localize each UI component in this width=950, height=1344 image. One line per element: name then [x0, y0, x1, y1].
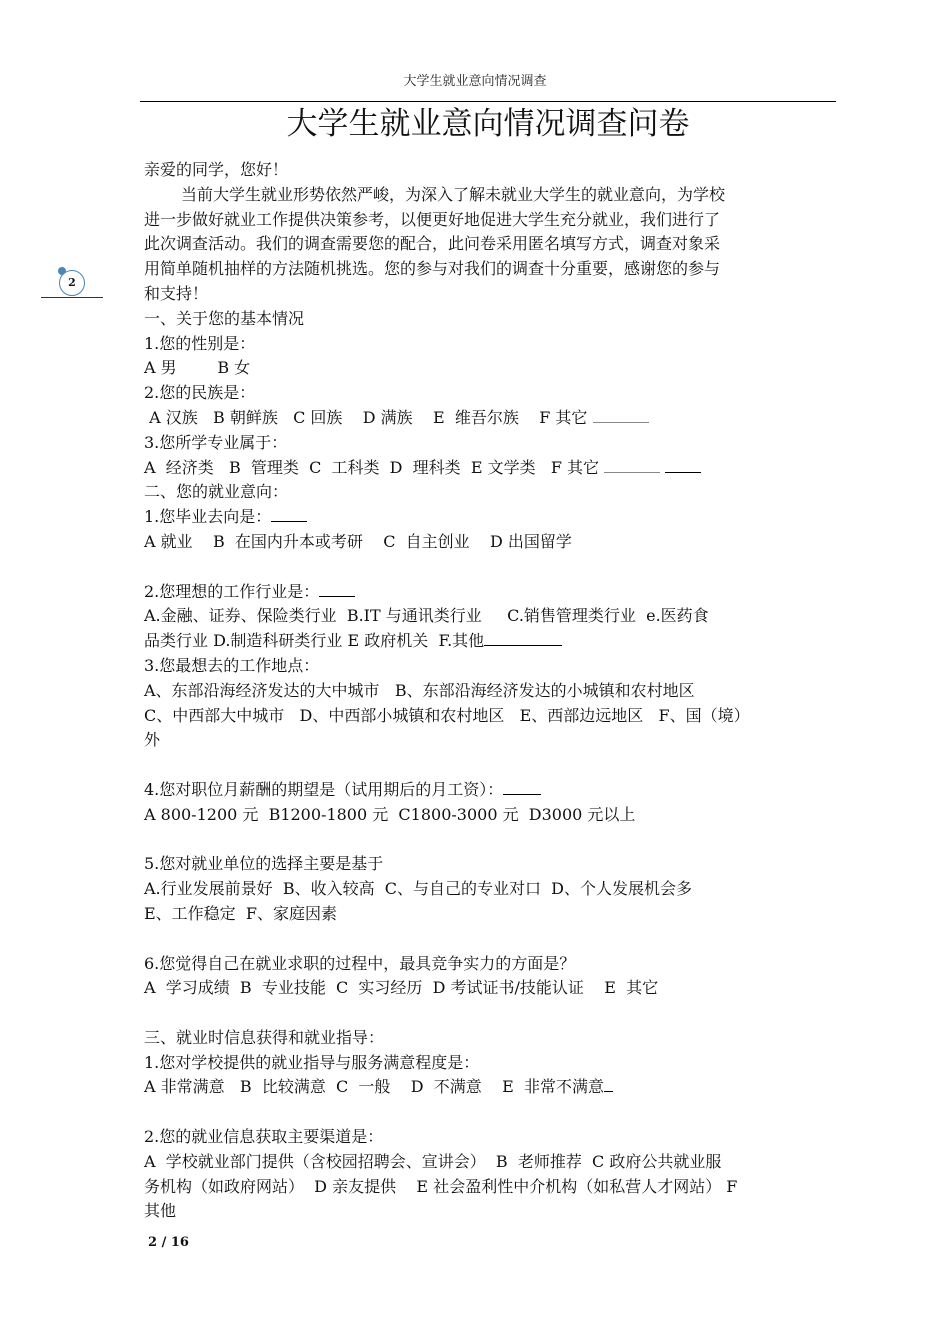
- section-heading: 一、关于您的基本情况: [144, 308, 305, 328]
- answer-blank[interactable]: [604, 1075, 613, 1092]
- options-major: [144, 456, 842, 481]
- header-divider: [140, 101, 836, 102]
- options-destination: A 就业 B 在国内升本或考研 C 自主创业 D 出国留学: [144, 531, 572, 551]
- answer-blank[interactable]: [665, 456, 701, 473]
- options-text: A 非常满意 B 比较满意 C 一般 D 不满意 E 非常不满意: [144, 1077, 604, 1097]
- fill-blank[interactable]: [593, 406, 649, 423]
- page-title: 大学生就业意向情况调查问卷: [286, 106, 690, 142]
- options-employer-choice: A.行业发展前景好 B、收入较高 C、与自己的专业对口 D、个人发展机会多: [144, 879, 692, 899]
- answer-blank[interactable]: [503, 778, 541, 795]
- question-text: 1.您毕业去向是：: [144, 507, 272, 527]
- options-location: A、东部沿海经济发达的大中城市 B、东部沿海经济发达的小城镇和农村地区: [144, 680, 695, 700]
- answer-blank[interactable]: [484, 629, 562, 646]
- spacer: [144, 927, 842, 952]
- question-strength: 6.您觉得自己在就业求职的过程中，最具竞争实力的方面是？: [144, 953, 576, 973]
- options-info-channel: 务机构（如政府网站） D 亲友提供 E 社会盈利性中介机构（如私营人才网站） F: [144, 1176, 738, 1196]
- section-heading: 三、就业时信息获得和就业指导：: [144, 1027, 385, 1047]
- badge-underline: [41, 297, 103, 298]
- questionnaire-body: [144, 158, 842, 1224]
- question-ethnicity: 2.您的民族是：: [144, 383, 256, 403]
- question-employer-choice: 5.您对就业单位的选择主要是基于: [144, 854, 384, 874]
- options-gender: A 男 B 女: [144, 358, 251, 378]
- options-salary: A 800-1200 元 B1200-1800 元 C1800-3000 元 D3000 元以上: [144, 804, 636, 824]
- options-info-channel: A 学校就业部门提供（含校园招聘会、宣讲会） B 老师推荐 C 政府公共就业服: [144, 1151, 722, 1171]
- spacer: [144, 1001, 842, 1026]
- question-text: 2.您理想的工作行业是：: [144, 581, 320, 601]
- spacer: [144, 1100, 842, 1125]
- answer-blank[interactable]: [319, 580, 355, 597]
- fill-blank[interactable]: [604, 456, 660, 473]
- intro-paragraph-line: 进一步做好就业工作提供决策参考，以便更好地促进大学生充分就业，我们进行了: [144, 209, 721, 229]
- section-heading: 二、您的就业意向：: [144, 482, 289, 502]
- question-major: 3.您所学专业属于：: [144, 432, 288, 452]
- options-employer-choice: E、工作稳定 F、家庭因素: [144, 903, 337, 923]
- options-industry: [144, 629, 842, 654]
- spacer: [144, 753, 842, 778]
- intro-paragraph-line: 用简单随机抽样的方法随机挑选。您的参与对我们的调查十分重要，感谢您的参与: [144, 259, 721, 279]
- page-footer: 2 / 16: [148, 1235, 189, 1250]
- options-text: A 经济类 B 管理类 C 工科类 D 理科类 E 文学类 F 其它: [144, 457, 605, 477]
- answer-blank[interactable]: [271, 505, 307, 522]
- options-info-channel: 其他: [144, 1201, 177, 1221]
- options-location: 外: [144, 730, 161, 750]
- spacer: [144, 555, 842, 580]
- intro-paragraph-line: 此次调查活动。我们的调查需要您的配合，此问卷采用匿名填写方式，调查对象采: [144, 234, 721, 254]
- question-location: 3.您最想去的工作地点：: [144, 655, 320, 675]
- question-destination: [144, 505, 842, 530]
- running-header: 大学生就业意向情况调查: [403, 74, 547, 89]
- question-gender: 1.您的性别是：: [144, 333, 256, 353]
- question-satisfaction: 1.您对学校提供的就业指导与服务满意程度是：: [144, 1052, 480, 1072]
- options-industry: A.金融、证券、保险类行业 B.IT 与通讯类行业 C.销售管理类行业 e.医药食: [144, 606, 709, 626]
- options-satisfaction: [144, 1075, 842, 1100]
- question-info-channel: 2.您的就业信息获取主要渠道是：: [144, 1127, 384, 1147]
- page-number-badge: 2: [59, 270, 85, 296]
- options-strength: A 学习成绩 B 专业技能 C 实习经历 D 考试证书/技能认证 E 其它: [144, 978, 659, 998]
- options-ethnicity: [144, 406, 842, 431]
- intro-paragraph-line: 当前大学生就业形势依然严峻，为深入了解未就业大学生的就业意向，为学校: [181, 184, 726, 204]
- spacer: [144, 828, 842, 853]
- greeting: 亲爱的同学，您好！: [144, 160, 289, 179]
- options-location: C、中西部大中城市 D、中西部小城镇和农村地区 E、西部边远地区 F、国（境）: [144, 705, 750, 725]
- question-industry: [144, 580, 842, 605]
- options-text: A 汉族 B 朝鲜族 C 回族 D 满族 E 维吾尔族 F 其它: [144, 407, 593, 427]
- question-text: 4.您对职位月薪酬的期望是（试用期后的月工资）：: [144, 779, 504, 799]
- intro-paragraph-line: 和支持！: [144, 283, 209, 303]
- options-text: 品类行业 D.制造科研类行业 E 政府机关 F.其他: [144, 631, 485, 651]
- question-salary: [144, 778, 842, 803]
